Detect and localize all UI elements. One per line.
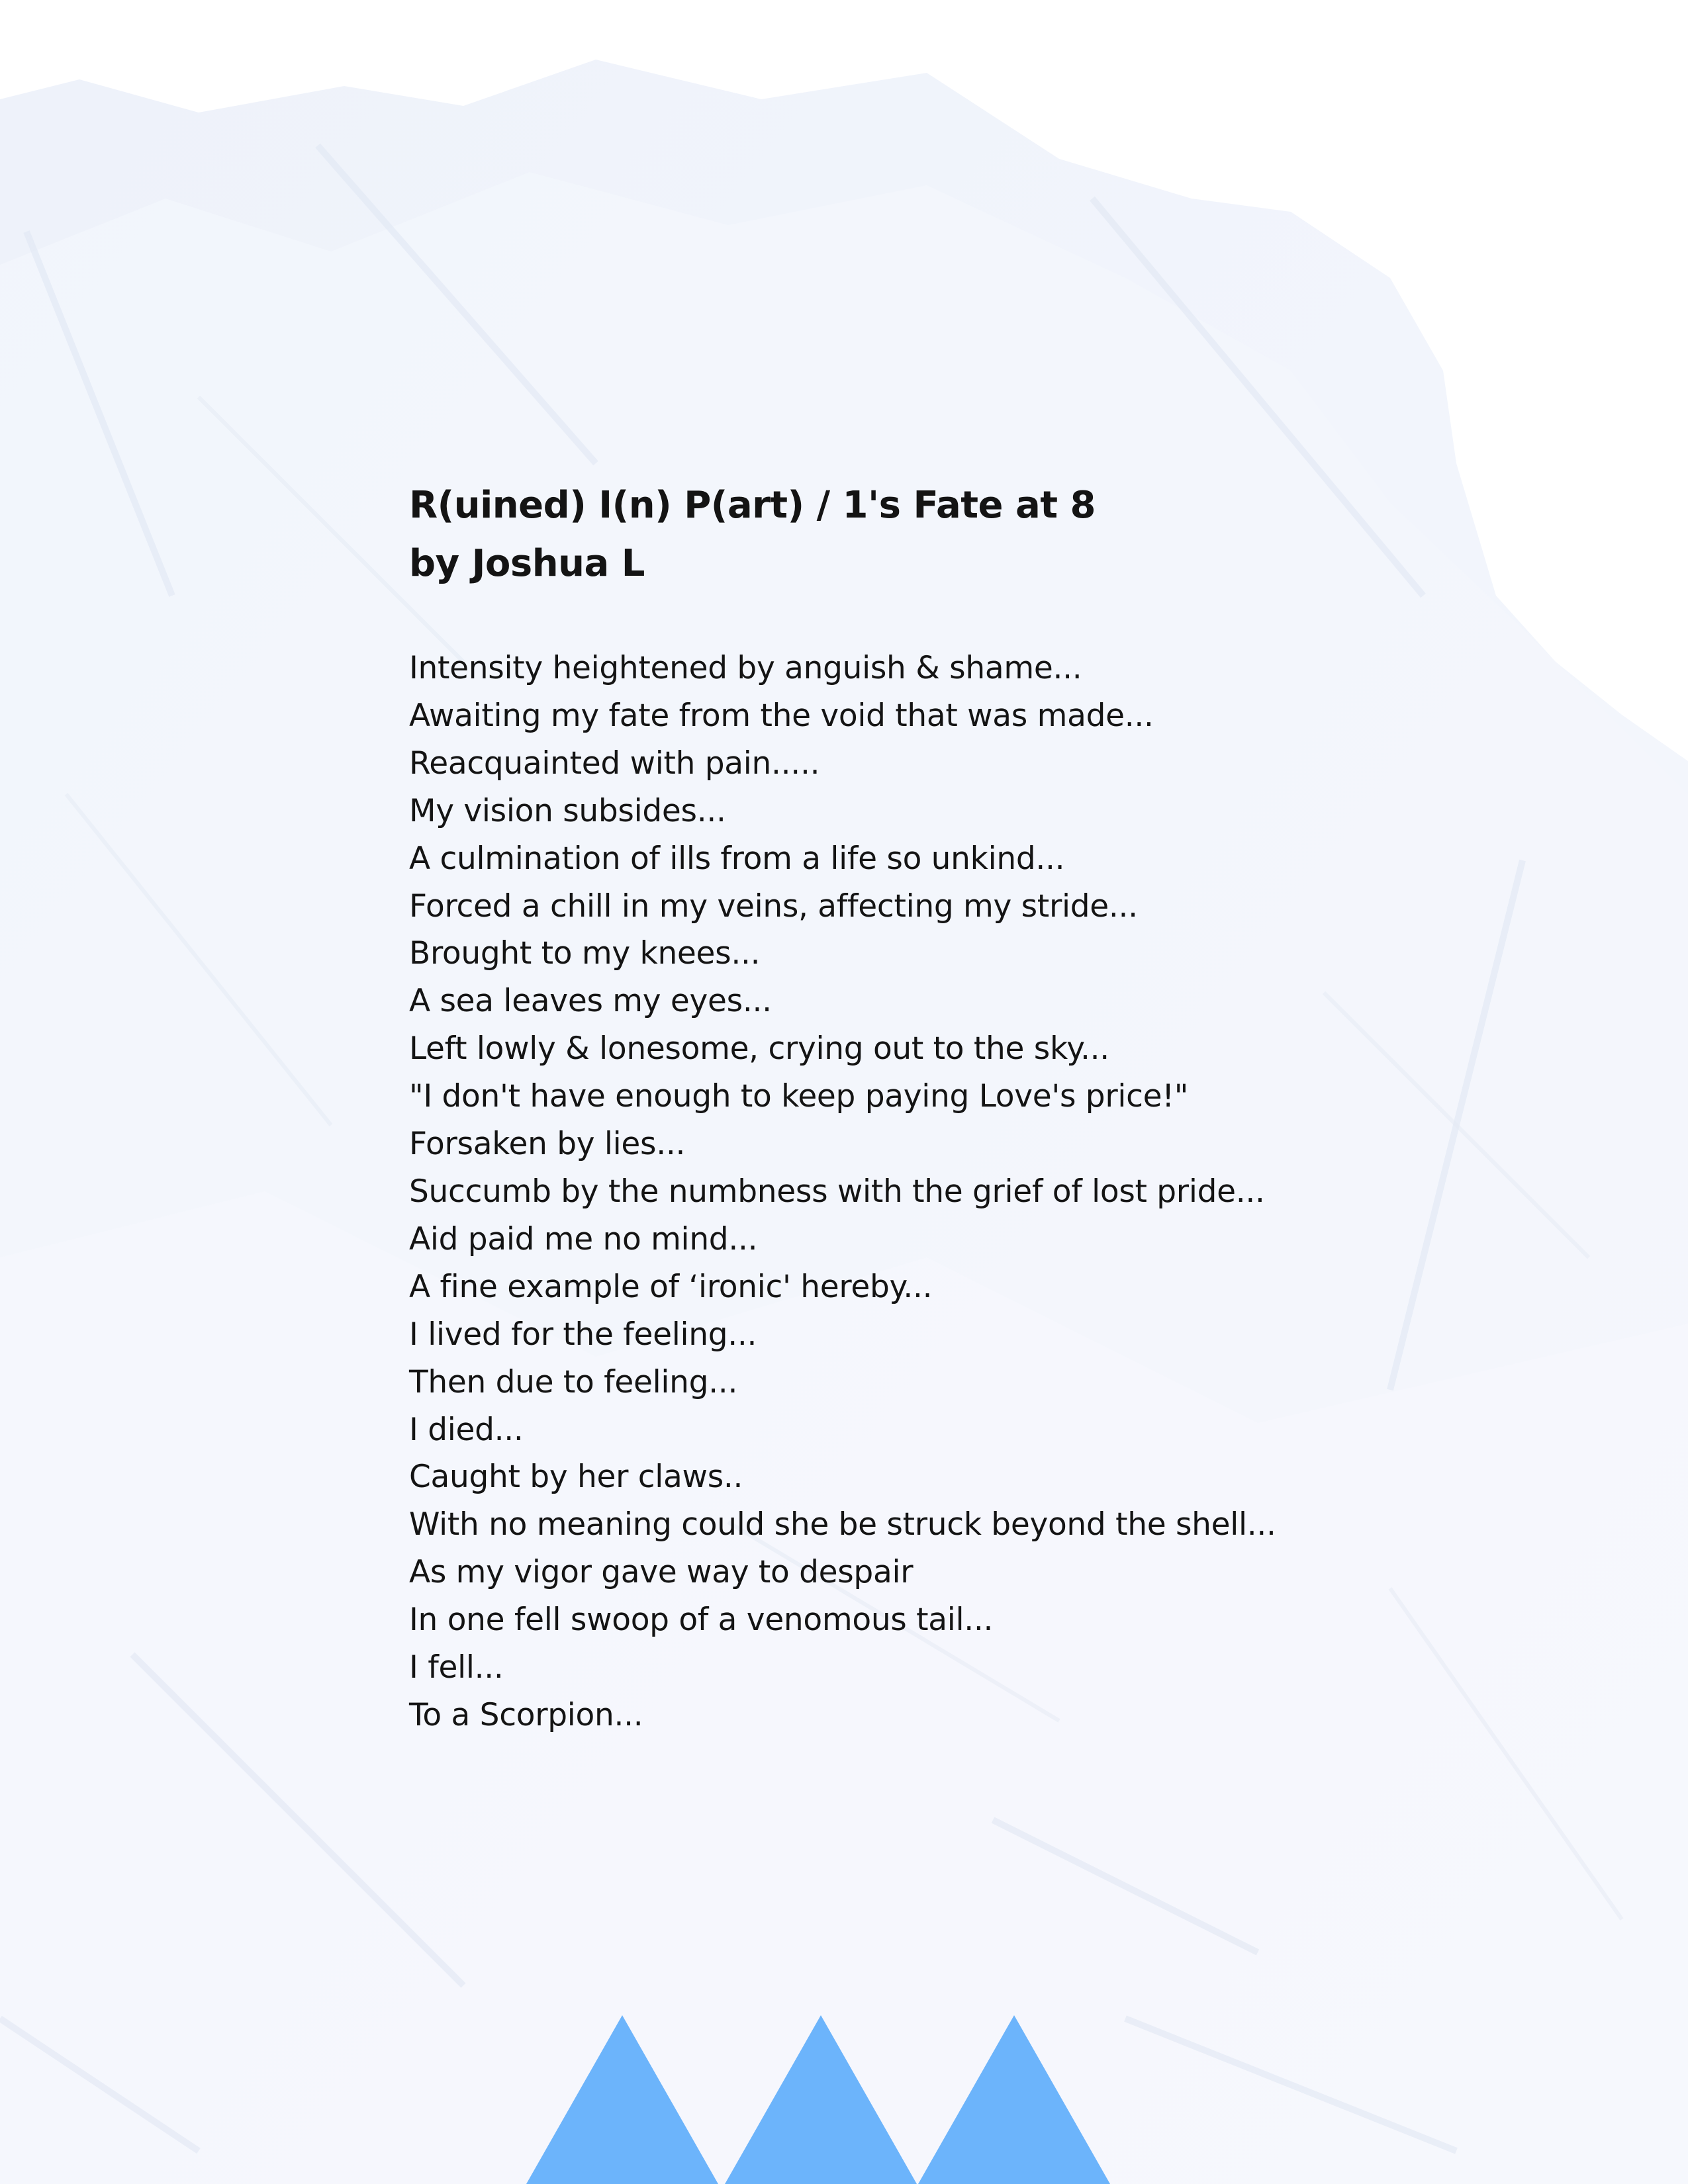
poem-line: Brought to my knees... [409, 935, 761, 972]
poem-line: Left lowly & lonesome, crying out to the sky... [409, 1030, 1109, 1068]
poem-line: Then due to feeling... [409, 1363, 738, 1400]
poem-line: Succumb by the numbness with the grief of lost pride... [409, 1173, 1265, 1210]
poem-content [409, 477, 1336, 1739]
poem-line: Aid paid me no mind... [409, 1220, 758, 1257]
poem-line: I fell... [409, 1649, 504, 1686]
poem-line: Intensity heightened by anguish & shame... [409, 650, 1082, 686]
poem-line: I died... [409, 1411, 524, 1448]
poem-line: To a Scorpion... [409, 1696, 643, 1733]
poem-line: A fine example of ‘ironic' hereby... [409, 1268, 933, 1305]
poem-line: Caught by her claws.. [409, 1459, 743, 1496]
poem-line: Forced a chill in my veins, affecting my stride... [409, 887, 1138, 925]
poem-line: Forsaken by lies... [409, 1126, 686, 1163]
poem-title: R(uined) I(n) P(art) / 1's Fate at 8 [409, 484, 1096, 527]
poem-line: With no meaning could she be struck beyond the shell... [409, 1506, 1276, 1543]
poem-line: A culmination of ills from a life so unkind... [409, 840, 1065, 877]
poem-line: "I don't have enough to keep paying Love's price!" [409, 1078, 1189, 1115]
poem-line: In one fell swoop of a venomous tail... [409, 1602, 994, 1639]
poem-line: As my vigor gave way to despair [409, 1554, 914, 1591]
poem-line: I lived for the feeling... [409, 1316, 757, 1353]
poem-byline: by Joshua L [409, 542, 645, 585]
poem-body [409, 645, 1336, 1739]
poem-line: A sea leaves my eyes... [409, 983, 772, 1020]
poem-line: My vision subsides... [409, 792, 726, 829]
poem-line: Awaiting my fate from the void that was made... [409, 697, 1154, 734]
poem-line: Reacquainted with pain..... [409, 745, 820, 782]
